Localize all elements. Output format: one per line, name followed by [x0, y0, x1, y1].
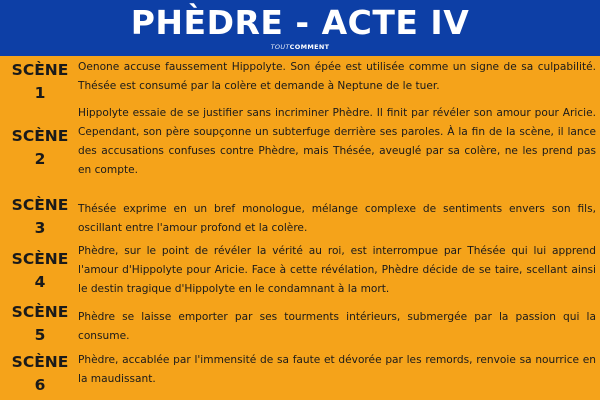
page-title: PHÈDRE - ACTE IV [130, 3, 470, 42]
scene-number: 4 [34, 273, 46, 291]
scene-text: Oenone accuse faussement Hippolyte. Son épée est utilisée comme un signe de sa culpabilité. Thésée est consumé par la colère et demande à Neptune de le tuer. [78, 61, 596, 92]
scene-text: Hippolyte essaie de se justifier sans incriminer Phèdre. Il finit par révéler son amour pour Aricie. Cependant, son père soupçonne un subterfuge derrière ses paroles. À la fin de la scène, il lance des accusations confuses contre Phèdre, mais Thésée, aveuglé par sa colère, ne les prend pas en compte. [78, 107, 596, 176]
scene-number: 1 [34, 84, 46, 102]
scene-number: 3 [34, 219, 46, 237]
scene-text: Phèdre, accablée par l'immensité de sa faute et dévorée par les remords, renvoie sa nourrice en la maudissant. [78, 354, 596, 385]
scene-label: SCÈNE [11, 353, 69, 371]
scene-heading [4, 248, 76, 294]
brand-logo [0, 43, 600, 51]
scene-number: 2 [34, 150, 46, 168]
scene-heading [4, 59, 76, 105]
scene-text: Phèdre, sur le point de révéler la vérité au roi, est interrompue par Thésée qui lui apprend l'amour d'Hippolyte pour Aricie. Face à cette révélation, Phèdre décide de se taire, scellant ainsi le destin tragique d'Hippolyte en le condamnant à la mort. [78, 245, 596, 295]
brand-suffix: COMMENT [289, 43, 330, 51]
scene-text: Phèdre se laisse emporter par ses tourments intérieurs, submergée par la passion qui la consume. [78, 311, 596, 342]
brand-prefix: TOUT [270, 43, 290, 51]
scene-heading [4, 125, 76, 171]
scene-label: SCÈNE [11, 61, 69, 79]
scene-label: SCÈNE [11, 250, 69, 268]
header-banner [0, 0, 600, 56]
scene-label: SCÈNE [11, 127, 69, 145]
scene-text: Thésée exprime en un bref monologue, mélange complexe de sentiments envers son fils, oscillant entre l'amour profond et la colère. [78, 203, 596, 234]
scene-number: 6 [34, 376, 46, 394]
scene-label: SCÈNE [11, 196, 69, 214]
scene-heading [4, 351, 76, 397]
scene-heading [4, 194, 76, 240]
scene-label: SCÈNE [11, 303, 69, 321]
scene-heading [4, 301, 76, 347]
scene-number: 5 [34, 326, 46, 344]
